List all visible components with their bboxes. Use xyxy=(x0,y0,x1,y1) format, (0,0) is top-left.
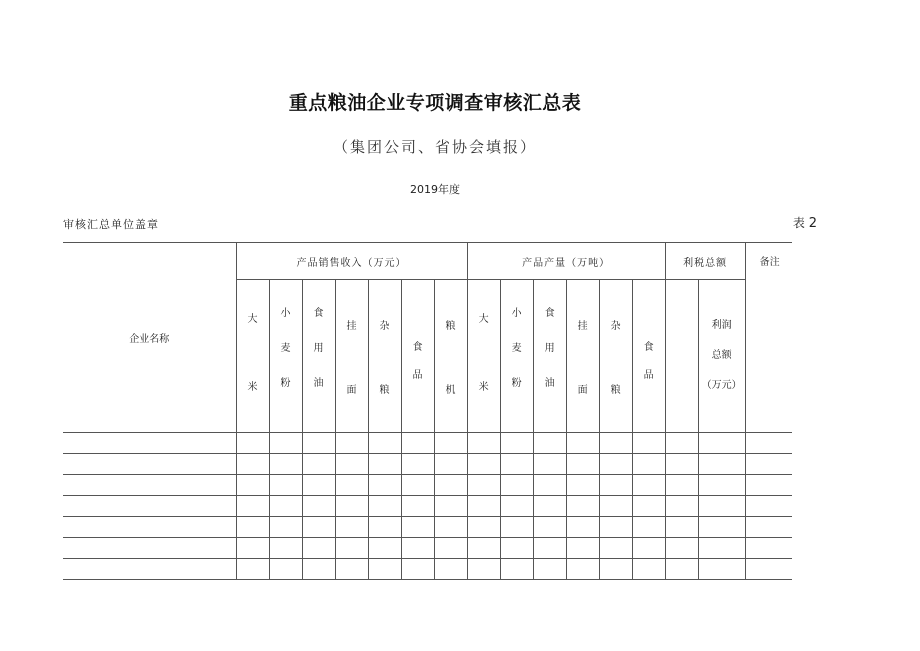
sales-food-char-1: 食 xyxy=(412,342,423,353)
sales-grain-char-1: 杂 xyxy=(379,321,390,332)
company-cell[interactable] xyxy=(63,538,236,559)
table-number xyxy=(793,214,817,231)
sales-flour-char-1: 小 xyxy=(280,308,291,319)
output-flour-char-2: 麦 xyxy=(511,343,522,354)
table-number-value: 2 xyxy=(808,216,817,231)
output-rice-char-2: 米 xyxy=(478,382,489,393)
sales-rice-char-1: 大 xyxy=(247,314,258,325)
output-rice-char-1: 大 xyxy=(478,314,489,325)
company-cell[interactable] xyxy=(63,433,236,454)
table-row xyxy=(63,454,842,475)
profit-total-header xyxy=(698,280,745,433)
remark-header xyxy=(745,243,792,433)
sales-oil-char-2: 用 xyxy=(313,343,324,354)
product-output-header: 产品产量（万吨） xyxy=(467,243,665,280)
output-food-char-1: 食 xyxy=(643,342,654,353)
sales-rice-char-2: 米 xyxy=(247,382,258,393)
output-oil-header xyxy=(533,280,566,433)
output-flour-char-3: 粉 xyxy=(511,378,522,389)
table-row xyxy=(63,517,842,538)
output-grain-char-2: 粮 xyxy=(610,385,621,396)
output-oil-char-2: 用 xyxy=(544,343,555,354)
output-flour-char-1: 小 xyxy=(511,308,522,319)
sales-machine-char-2: 机 xyxy=(445,385,456,396)
sales-rice-header xyxy=(236,280,269,433)
report-year xyxy=(0,181,870,197)
header-row-groups xyxy=(63,243,842,280)
tax-left-blank xyxy=(665,280,698,433)
output-grain-header xyxy=(599,280,632,433)
sales-oil-char-3: 油 xyxy=(313,378,324,389)
page-title: 重点粮油企业专项调查审核汇总表 xyxy=(288,92,582,114)
tax-total-header: 利税总额 xyxy=(665,243,745,280)
company-cell[interactable] xyxy=(63,454,236,475)
company-cell[interactable] xyxy=(63,559,236,580)
sales-noodle-char-2: 面 xyxy=(346,385,357,396)
output-noodle-char-1: 挂 xyxy=(577,321,588,332)
output-oil-char-1: 食 xyxy=(544,308,555,319)
profit-line-3: （万元） xyxy=(701,380,742,391)
table-row xyxy=(63,538,842,559)
page-subtitle: （集团公司、省协会填报） xyxy=(332,138,537,156)
sales-food-char-2: 品 xyxy=(412,370,423,381)
sales-oil-char-1: 食 xyxy=(313,308,324,319)
sales-machine-header xyxy=(434,280,467,433)
output-noodle-char-2: 面 xyxy=(577,385,588,396)
table-row xyxy=(63,475,842,496)
company-cell[interactable] xyxy=(63,517,236,538)
year-value: 2019 xyxy=(410,183,438,196)
sales-grain-char-2: 粮 xyxy=(379,385,390,396)
output-flour-header xyxy=(500,280,533,433)
profit-line-1: 利润 xyxy=(711,320,732,331)
output-grain-char-1: 杂 xyxy=(610,321,621,332)
remark-label: 备注 xyxy=(759,257,780,268)
table-number-prefix: 表 xyxy=(792,216,805,230)
table-row xyxy=(63,559,842,580)
table-row xyxy=(63,433,842,454)
sales-flour-char-2: 麦 xyxy=(280,343,291,354)
sales-noodle-header xyxy=(335,280,368,433)
sales-revenue-header: 产品销售收入（万元） xyxy=(236,243,467,280)
sales-oil-header xyxy=(302,280,335,433)
year-suffix: 年度 xyxy=(438,183,460,196)
company-cell[interactable] xyxy=(63,475,236,496)
sales-machine-char-1: 粮 xyxy=(445,321,456,332)
sales-grain-header xyxy=(368,280,401,433)
sales-noodle-char-1: 挂 xyxy=(346,321,357,332)
output-food-header xyxy=(632,280,665,433)
sales-flour-char-3: 粉 xyxy=(280,378,291,389)
summary-table xyxy=(63,242,842,580)
table-row xyxy=(63,496,842,517)
output-noodle-header xyxy=(566,280,599,433)
sales-food-header xyxy=(401,280,434,433)
output-rice-header xyxy=(467,280,500,433)
sales-flour-header xyxy=(269,280,302,433)
profit-line-2: 总额 xyxy=(711,350,732,361)
company-cell[interactable] xyxy=(63,496,236,517)
output-food-char-2: 品 xyxy=(643,370,654,381)
stamp-label: 审核汇总单位盖章 xyxy=(63,218,159,231)
company-name-header: 企业名称 xyxy=(63,243,236,433)
output-oil-char-3: 油 xyxy=(544,378,555,389)
